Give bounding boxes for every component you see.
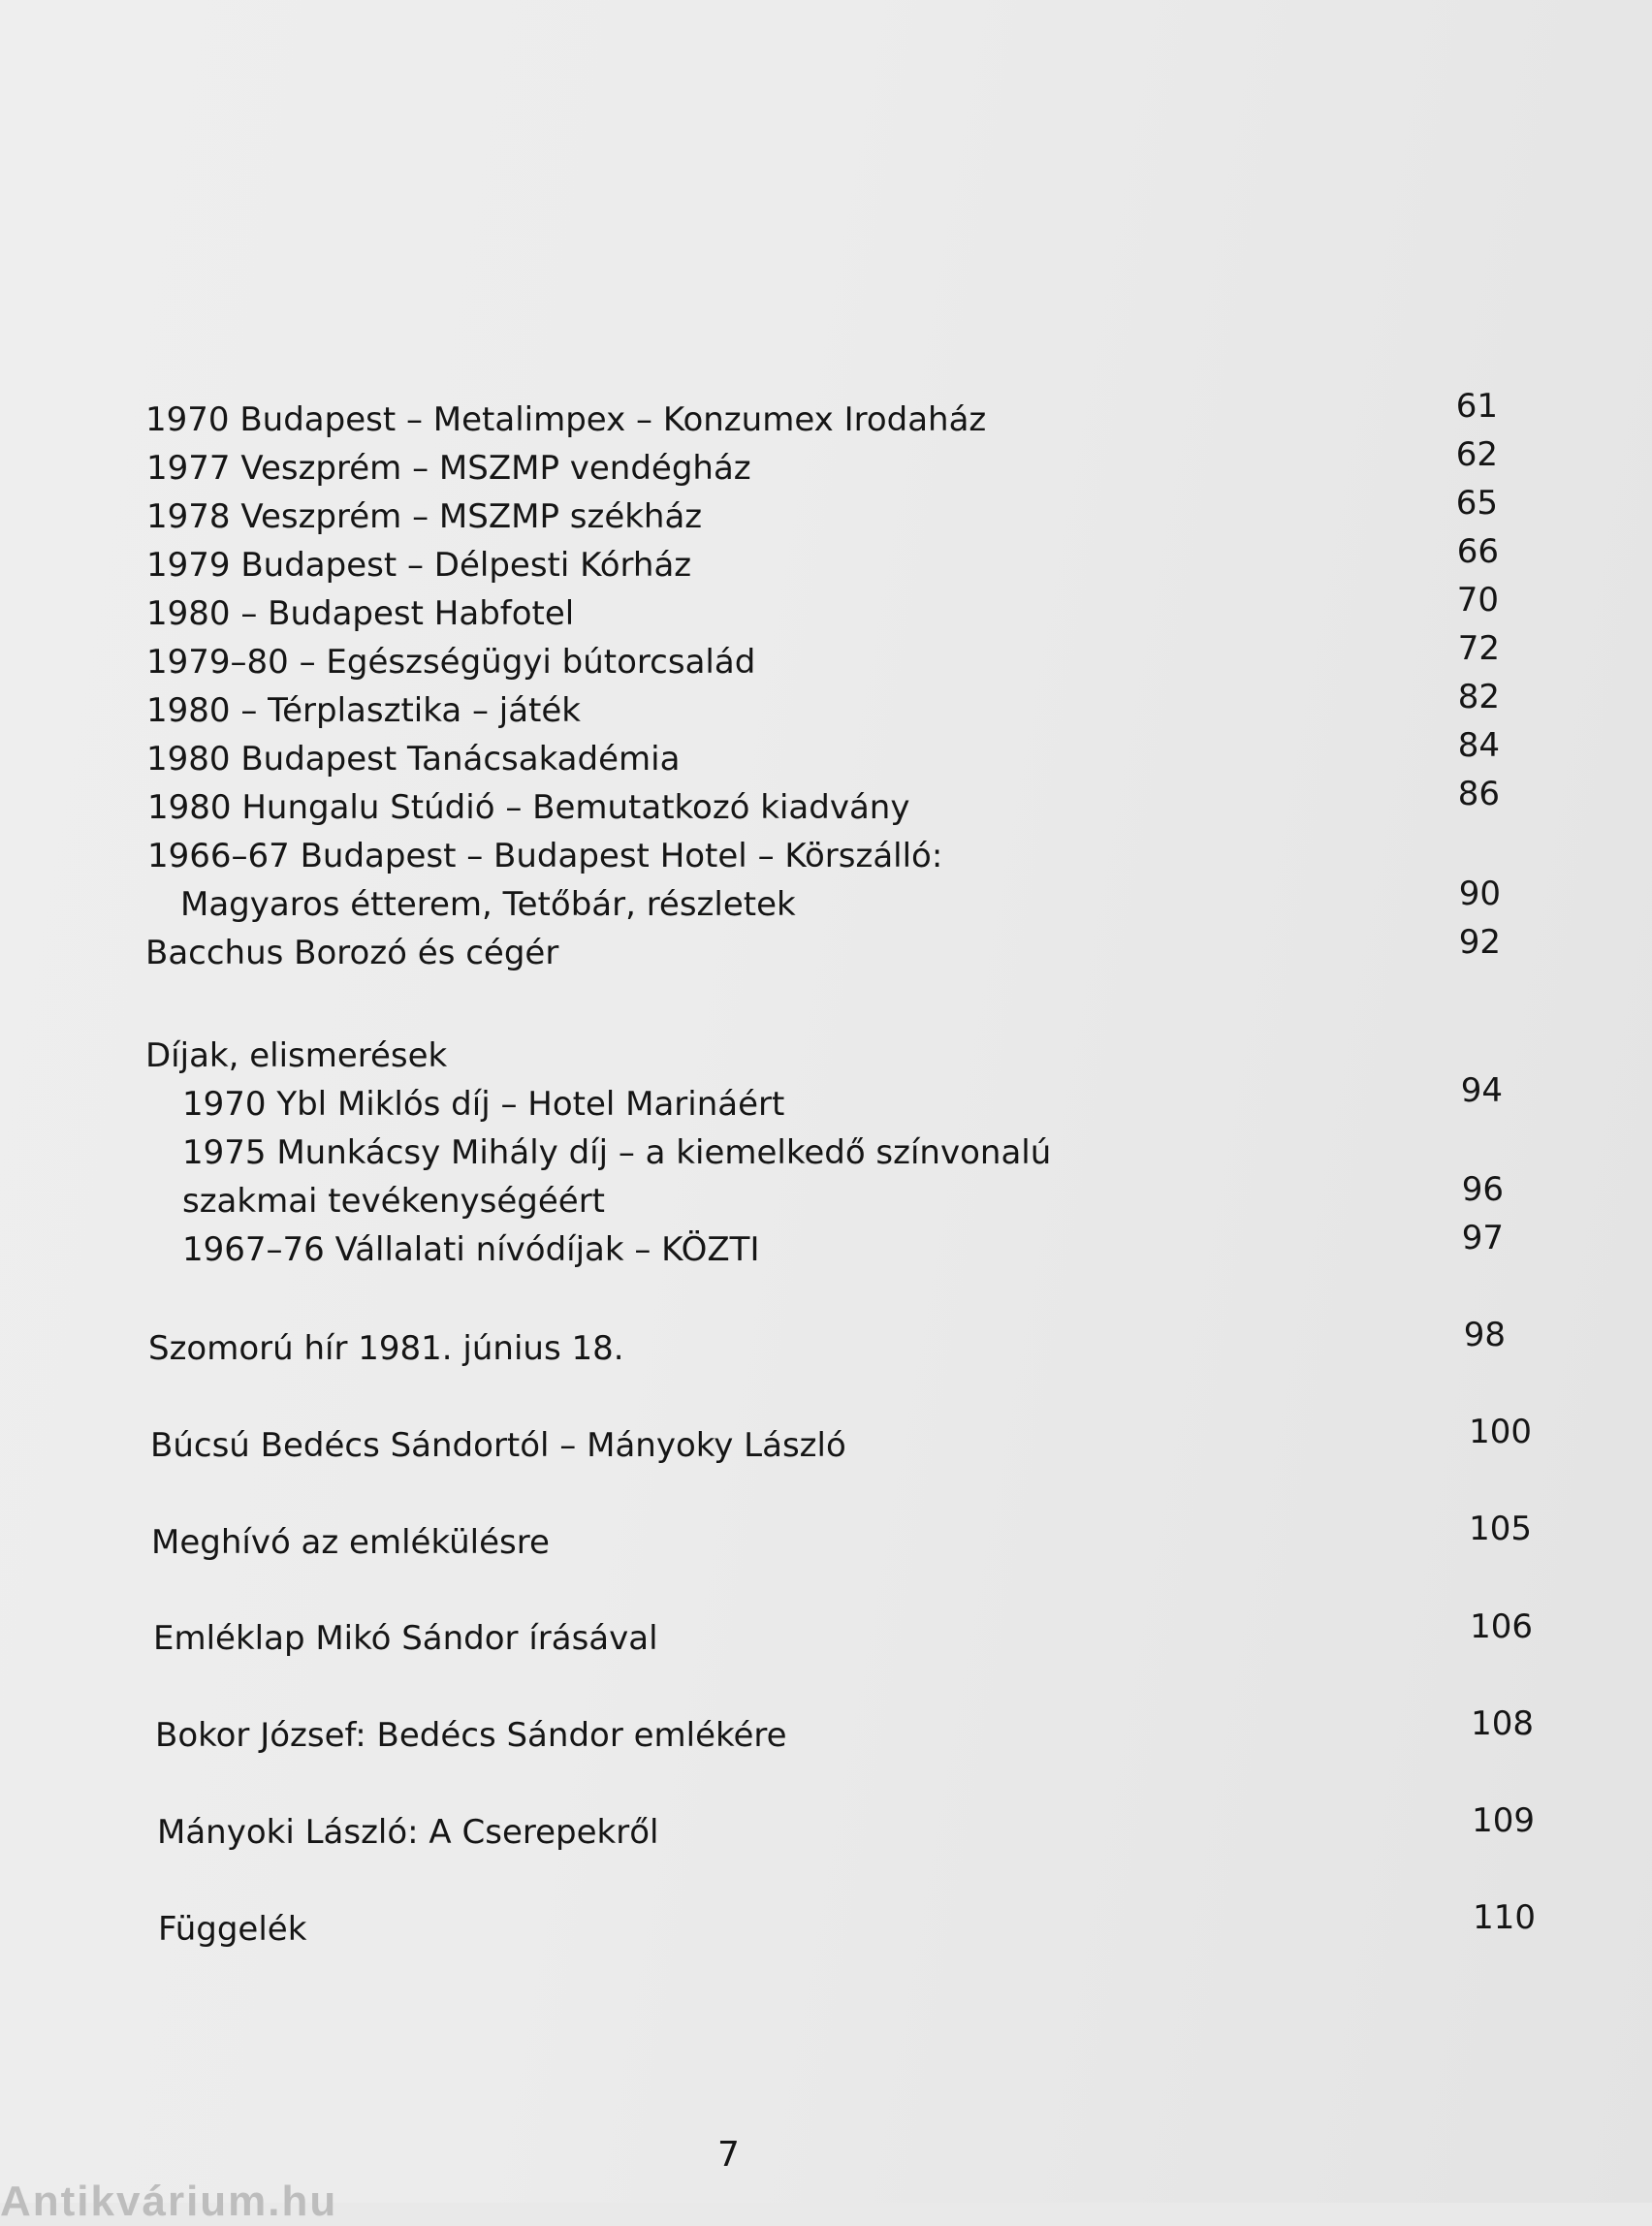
toc-entry-page: 109: [1472, 1801, 1535, 1840]
toc-entry-title-continuation: szakmai tevékenységéért: [182, 1182, 606, 1221]
toc-entry-title: Búcsú Bedécs Sándortól – Mányoky László: [150, 1426, 846, 1465]
toc-entry-title: 1970 Ybl Miklós díj – Hotel Marináért: [182, 1085, 785, 1124]
toc-entry-page: 106: [1470, 1607, 1533, 1646]
toc-entry-page: 100: [1469, 1413, 1532, 1451]
toc-entry-title-continuation: Magyaros étterem, Tetőbár, részletek: [180, 885, 796, 924]
toc-entry-page: 96: [1461, 1170, 1504, 1209]
toc-entry-page: 62: [1455, 435, 1498, 474]
toc-entry-page: 84: [1457, 726, 1500, 765]
watermark: Antikvárium.hu: [0, 2178, 338, 2225]
toc-entry-page: 66: [1456, 532, 1499, 571]
toc-entry-title: Bokor József: Bedécs Sándor emlékére: [155, 1716, 787, 1755]
toc-entry-page: 82: [1457, 678, 1500, 716]
toc-entry-page: 105: [1469, 1510, 1532, 1548]
toc-entry-page: 94: [1460, 1071, 1503, 1110]
toc-entry-page: 110: [1473, 1898, 1536, 1937]
toc-entry-title: Szomorú hír 1981. június 18.: [148, 1329, 624, 1368]
toc-entry-page: 65: [1455, 484, 1498, 523]
toc-entry-title: 1977 Veszprém – MSZMP vendégház: [146, 449, 751, 488]
page-number: 7: [717, 2135, 740, 2175]
toc-entry-title: 1975 Munkácsy Mihály díj – a kiemelkedő színvonalú: [182, 1133, 1052, 1172]
toc-entry-title: 1980 – Budapest Habfotel: [146, 594, 575, 633]
toc-entry-page: 72: [1457, 629, 1500, 668]
toc-entry-page: 61: [1455, 387, 1498, 426]
toc-entry-page: 92: [1458, 923, 1501, 962]
toc-entry-title: 1979–80 – Egészségügyi bútorcsalád: [146, 643, 756, 682]
toc-entry-title: 1980 Budapest Tanácsakadémia: [146, 740, 681, 779]
toc-entry-page: 98: [1463, 1316, 1506, 1354]
toc-section-heading: Díjak, elismerések: [145, 1036, 448, 1075]
toc-entry-title: Meghívó az emlékülésre: [151, 1523, 550, 1562]
toc-entry-title: Bacchus Borozó és cégér: [145, 934, 559, 972]
toc-entry-title: 1966–67 Budapest – Budapest Hotel – Körszálló:: [147, 837, 943, 875]
toc-entry-title: 1979 Budapest – Délpesti Kórház: [146, 546, 692, 585]
toc-entry-title: Emléklap Mikó Sándor írásával: [153, 1619, 658, 1658]
toc-entry-page: 90: [1458, 874, 1501, 913]
toc-entry-title: 1978 Veszprém – MSZMP székház: [146, 497, 703, 536]
toc-entry-page: 97: [1461, 1219, 1504, 1257]
toc-entry-page: 70: [1456, 581, 1499, 620]
toc-entry-page: 86: [1457, 775, 1500, 813]
toc-entry-title: Függelék: [158, 1910, 307, 1949]
toc-entry-title: 1970 Budapest – Metalimpex – Konzumex Irodaház: [145, 400, 987, 439]
toc-entry-title: 1980 – Térplasztika – játék: [146, 691, 581, 730]
toc-entry-title: 1980 Hungalu Stúdió – Bemutatkozó kiadvány: [147, 788, 910, 827]
toc-entry-title: 1967–76 Vállalati nívódíjak – KÖZTI: [182, 1230, 760, 1269]
toc-entry-page: 108: [1471, 1704, 1534, 1743]
toc-entry-title: Mányoki László: A Cserepekről: [157, 1813, 659, 1852]
